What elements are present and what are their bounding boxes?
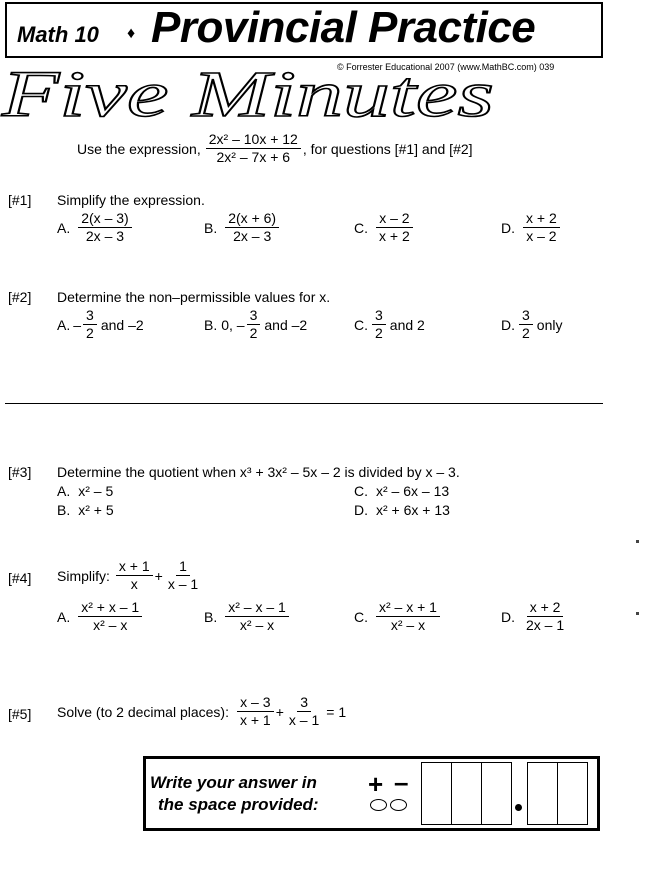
q4-option-d[interactable] — [501, 599, 569, 634]
q5-expression — [57, 694, 346, 729]
numerator: 2(x – 3) — [78, 210, 131, 228]
q2-option-b[interactable] — [204, 307, 307, 342]
numerator: 3 — [372, 307, 386, 325]
q5-operator: + — [275, 703, 284, 720]
intro-line — [77, 131, 473, 166]
denominator: 2x – 1 — [526, 617, 565, 633]
option-prefix: – — [73, 316, 82, 333]
q4-prompt: Simplify: — [57, 567, 110, 584]
numerator: x + 2 — [527, 599, 564, 617]
numerator: 2(x + 6) — [225, 210, 279, 228]
numerator: x² – x + 1 — [376, 599, 440, 617]
denominator: 2x – 3 — [85, 228, 125, 244]
answer-digit-cell-3[interactable] — [481, 762, 512, 825]
q2-prompt: Determine the non–permissible values for x. — [57, 289, 331, 305]
minus-bubble[interactable] — [390, 799, 407, 811]
option-fraction — [523, 210, 560, 245]
option-label: D. — [501, 219, 515, 236]
q4-option-b[interactable] — [204, 599, 291, 634]
intro-prefix: Use the expression, — [77, 140, 201, 157]
numerator: 3 — [83, 307, 97, 325]
denominator: x² – x — [93, 617, 128, 633]
option-suffix: and 2 — [389, 316, 425, 333]
option-fraction — [376, 210, 413, 245]
option-text: x² – 6x – 13 — [376, 483, 450, 499]
numerator: 3 — [519, 307, 533, 325]
option-label: A. — [57, 219, 71, 236]
option-label: B. — [204, 316, 218, 333]
option-fraction — [83, 307, 97, 342]
answer-decimal-cell-1[interactable] — [527, 762, 558, 825]
q1-option-c[interactable] — [354, 210, 415, 245]
q4-number: [#4] — [8, 570, 32, 586]
numerator: 3 — [247, 307, 261, 325]
copyright-notice: © Forrester Educational 2007 (www.MathBC.com) 039 — [337, 62, 555, 72]
option-text: x² + 6x + 13 — [376, 502, 450, 518]
diamond-icon: ♦ — [127, 25, 136, 42]
option-label: C. — [354, 316, 368, 333]
q5-prompt: Solve (to 2 decimal places): — [57, 703, 229, 720]
q1-option-b[interactable] — [204, 210, 281, 245]
numerator: 3 — [297, 694, 311, 712]
q1-option-d[interactable] — [501, 210, 562, 245]
option-text: x² + 5 — [78, 502, 114, 518]
five-minutes-banner — [0, 58, 520, 128]
numerator: x² – x – 1 — [225, 599, 289, 617]
q2-option-a[interactable] — [57, 307, 144, 342]
q4-option-a[interactable] — [57, 599, 144, 634]
denominator: 2x – 3 — [233, 228, 272, 244]
page-title: Provincial Practice — [151, 3, 536, 52]
denominator: x² – x — [239, 617, 275, 633]
q1-number: [#1] — [8, 192, 32, 208]
q4-option-c[interactable] — [354, 599, 442, 634]
answer-instruction-line-1: Write your answer in — [150, 773, 317, 792]
scan-speck — [636, 612, 639, 615]
q5-rhs: = 1 — [326, 703, 347, 720]
denominator: x – 1 — [167, 576, 199, 592]
option-label: C. — [354, 483, 368, 499]
denominator: x – 2 — [526, 228, 557, 244]
option-suffix: and –2 — [264, 316, 308, 333]
q1-prompt: Simplify the expression. — [57, 192, 205, 208]
numerator: x – 3 — [237, 694, 273, 712]
option-fraction — [225, 210, 279, 245]
denominator: 2 — [249, 325, 258, 341]
q3-option-a[interactable] — [57, 483, 113, 499]
option-fraction — [376, 599, 440, 634]
q3-prompt: Determine the quotient when x³ + 3x² – 5x – 2 is divided by x – 3. — [57, 464, 460, 480]
option-label: C. — [354, 219, 368, 236]
q2-option-c[interactable] — [354, 307, 425, 342]
q4-fraction-2 — [165, 558, 201, 593]
option-label: B. — [204, 608, 218, 625]
option-label: A. — [57, 608, 71, 625]
scan-speck — [636, 540, 639, 543]
decimal-point — [515, 804, 522, 811]
option-fraction — [247, 307, 261, 342]
option-label: D. — [354, 502, 368, 518]
q4-fraction-1 — [116, 558, 153, 593]
q2-option-d[interactable] — [501, 307, 562, 342]
option-suffix: and –2 — [100, 316, 144, 333]
intro-suffix: , for questions [#1] and [#2] — [302, 140, 473, 157]
option-text: x² – 5 — [78, 483, 114, 499]
option-label: C. — [354, 608, 368, 625]
answer-instruction-line-2: the space provided: — [158, 795, 319, 814]
q2-number: [#2] — [8, 289, 32, 305]
option-label: D. — [501, 316, 515, 333]
q3-option-b[interactable] — [57, 502, 114, 518]
denominator: x² – x — [390, 617, 426, 633]
option-prefix: 0, – — [221, 316, 245, 333]
q4-operator: + — [154, 567, 163, 584]
plus-bubble[interactable] — [370, 799, 387, 811]
banner-text: Five Minutes — [0, 58, 495, 128]
q5-number: [#5] — [8, 706, 32, 722]
denominator: x — [130, 576, 138, 592]
option-fraction — [523, 599, 567, 634]
q4-expression — [57, 558, 203, 593]
denominator: x + 1 — [239, 712, 271, 728]
option-label: D. — [501, 608, 515, 625]
section-divider — [5, 403, 603, 404]
intro-fraction — [206, 131, 301, 166]
denominator: x + 2 — [379, 228, 410, 244]
course-label: Math 10 — [17, 22, 99, 47]
numerator: x + 1 — [116, 558, 153, 576]
numerator: 1 — [176, 558, 190, 576]
denominator: 2 — [86, 325, 94, 341]
numerator: x² + x – 1 — [78, 599, 142, 617]
answer-instructions — [150, 772, 319, 816]
option-fraction — [78, 210, 131, 245]
q3-option-d[interactable] — [354, 502, 450, 518]
q3-option-c[interactable] — [354, 483, 449, 499]
option-label: A. — [57, 483, 71, 499]
answer-digit-cell-1[interactable] — [421, 762, 452, 825]
denominator: x – 1 — [288, 712, 320, 728]
denominator: 2 — [522, 325, 530, 341]
q5-fraction-1 — [237, 694, 274, 729]
q5-fraction-2 — [286, 694, 322, 729]
option-label: A. — [57, 316, 71, 333]
q3-number: [#3] — [8, 464, 32, 480]
option-label: B. — [57, 502, 71, 518]
answer-decimal-cell-2[interactable] — [557, 762, 588, 825]
option-label: B. — [204, 219, 218, 236]
intro-numerator: 2x² – 10x + 12 — [206, 131, 301, 149]
minus-sign: – — [394, 767, 409, 797]
answer-digit-cell-2[interactable] — [451, 762, 482, 825]
numerator: x + 2 — [523, 210, 560, 228]
intro-denominator: 2x² – 7x + 6 — [216, 149, 291, 165]
denominator: 2 — [375, 325, 383, 341]
option-fraction — [372, 307, 386, 342]
numerator: x – 2 — [376, 210, 412, 228]
plus-sign: + — [368, 769, 384, 799]
q1-option-a[interactable] — [57, 210, 134, 245]
option-fraction — [225, 599, 289, 634]
option-fraction — [78, 599, 142, 634]
option-fraction — [519, 307, 533, 342]
option-suffix: only — [536, 316, 563, 333]
